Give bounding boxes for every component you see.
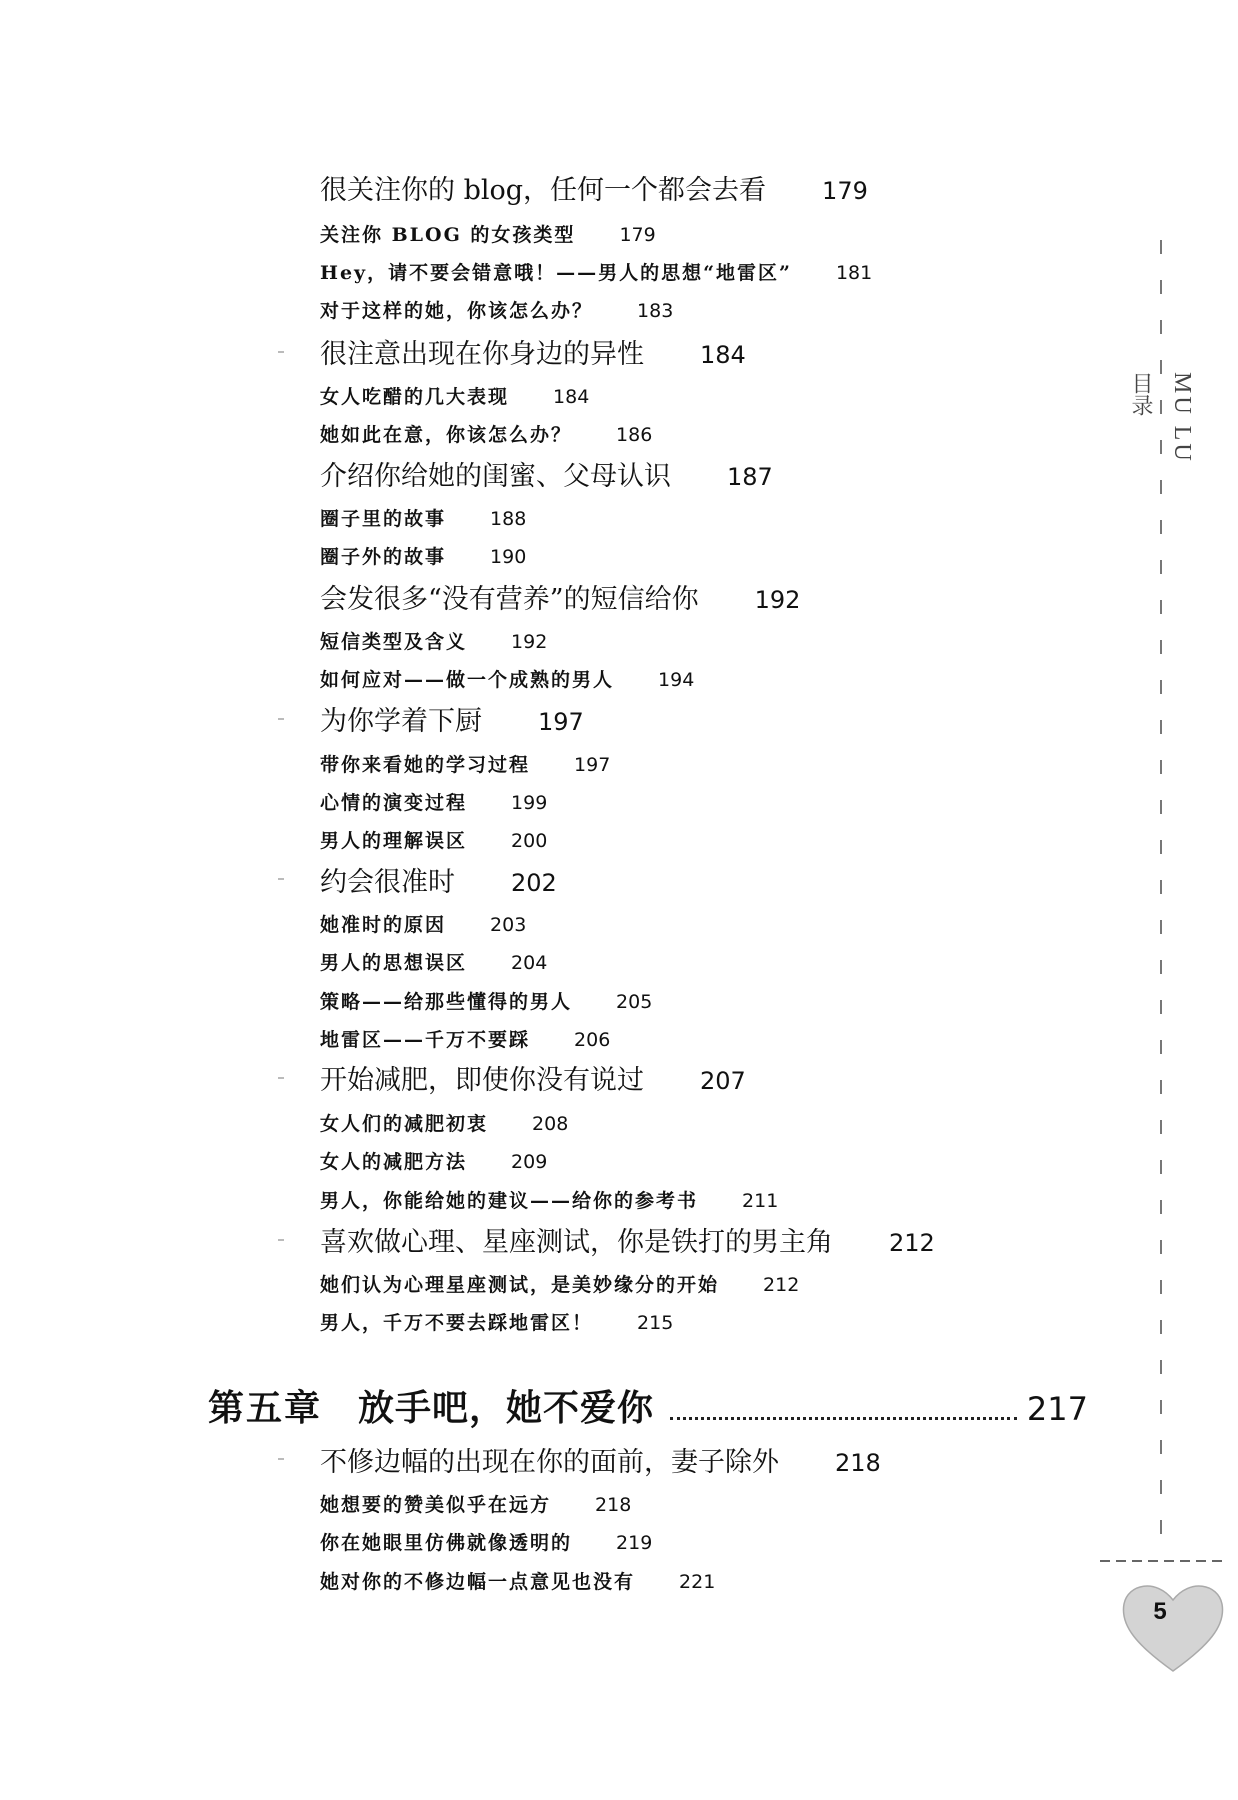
- toc-subsection-entry: [320, 220, 656, 247]
- entry-page-number: 192: [754, 586, 801, 614]
- toc-subsection-entry: [320, 1308, 673, 1335]
- bullet-mark: [278, 1239, 284, 1241]
- entry-page-number: 208: [532, 1113, 569, 1135]
- toc-section-entry: [320, 699, 584, 738]
- entry-title: 男人的理解误区: [320, 830, 468, 852]
- entry-page-number: 200: [511, 830, 548, 852]
- entry-page-number: 221: [679, 1571, 716, 1593]
- chapter-heading: [208, 1380, 1088, 1436]
- entry-page-number: 218: [595, 1494, 632, 1516]
- margin-dashed-rule: [1160, 240, 1162, 1560]
- dot-leader: [670, 1417, 1017, 1420]
- entry-title: 短信类型及含义: [320, 631, 468, 653]
- entry-page-number: 215: [637, 1312, 674, 1334]
- toc-subsection-entry: [320, 420, 652, 447]
- bullet-mark: [278, 1077, 284, 1079]
- entry-page-number: 183: [637, 300, 674, 322]
- entry-page-number: 188: [490, 508, 527, 530]
- entry-title: 很注意出现在你身边的异性: [320, 339, 644, 370]
- toc-section-entry: [320, 332, 746, 371]
- entry-title: 介绍你给她的闺蜜、父母认识: [320, 461, 671, 492]
- bullet-mark: [278, 718, 284, 720]
- entry-title: 地雷区——千万不要踩: [320, 1029, 531, 1051]
- side-label-cn: 目录: [1128, 372, 1153, 416]
- chapter-page-number: 217: [1026, 1390, 1088, 1428]
- entry-title: 她们认为心理星座测试，是美妙缘分的开始: [320, 1274, 720, 1296]
- entry-page-number: 203: [490, 914, 527, 936]
- toc-section-entry: [320, 860, 557, 899]
- toc-subsection-entry: [320, 542, 526, 569]
- entry-title: 不修边幅的出现在你的面前，妻子除外: [320, 1447, 779, 1478]
- entry-page-number: 219: [616, 1532, 653, 1554]
- entry-title: 你在她眼里仿佛就像透明的: [320, 1532, 573, 1554]
- entry-page-number: 209: [511, 1151, 548, 1173]
- entry-page-number: 207: [700, 1067, 746, 1095]
- entry-page-number: 192: [511, 631, 548, 653]
- entry-title: 她如此在意，你该怎么办？: [320, 424, 573, 446]
- entry-title: 心情的演变过程: [320, 792, 468, 814]
- footer-dashed-rule: [1100, 1560, 1228, 1562]
- entry-title: 很关注你的 blog，任何一个都会去看: [320, 175, 767, 206]
- entry-page-number: 202: [511, 869, 557, 897]
- toc-subsection-entry: [320, 1528, 652, 1555]
- bullet-mark: [278, 1458, 284, 1460]
- bullet-mark: [278, 878, 284, 880]
- toc-section-entry: [320, 168, 868, 207]
- toc-subsection-entry: [320, 1270, 799, 1297]
- toc-subsection-entry: [320, 382, 589, 409]
- entry-title: 女人吃醋的几大表现: [320, 386, 510, 408]
- toc-subsection-entry: [320, 665, 694, 692]
- entry-title: 会发很多“没有营养”的短信给你: [320, 584, 699, 615]
- entry-title: 她想要的赞美似乎在远方: [320, 1494, 552, 1516]
- chapter-number: 第五章: [208, 1387, 323, 1429]
- entry-title: 对于这样的她，你该怎么办？: [320, 300, 594, 322]
- toc-subsection-entry: [320, 1567, 715, 1594]
- side-label-en: MU LU: [1169, 372, 1195, 464]
- entry-title: 关注你 BLOG 的女孩类型: [320, 224, 576, 246]
- entry-page-number: 218: [835, 1449, 881, 1477]
- entry-title: 为你学着下厨: [320, 706, 482, 737]
- entry-page-number: 186: [616, 424, 653, 446]
- chapter-title: 放手吧，她不爱你: [358, 1387, 655, 1429]
- entry-page-number: 197: [538, 708, 584, 736]
- toc-subsection-entry: [320, 948, 547, 975]
- toc-subsection-entry: [320, 1147, 547, 1174]
- entry-page-number: 187: [727, 463, 773, 491]
- entry-title: 圈子外的故事: [320, 546, 447, 568]
- entry-page-number: 197: [574, 754, 611, 776]
- toc-subsection-entry: [320, 826, 547, 853]
- entry-title: 喜欢做心理、星座测试，你是铁打的男主角: [320, 1227, 833, 1258]
- entry-title: 策略——给那些懂得的男人: [320, 991, 573, 1013]
- entry-page-number: 199: [511, 792, 548, 814]
- entry-title: 女人的减肥方法: [320, 1151, 468, 1173]
- page-number: 5: [1153, 1598, 1167, 1625]
- toc-subsection-entry: [320, 1490, 631, 1517]
- entry-title: 她准时的原因: [320, 914, 447, 936]
- entry-title: 带你来看她的学习过程: [320, 754, 531, 776]
- heart-icon: [1118, 1576, 1228, 1676]
- entry-page-number: 211: [742, 1190, 779, 1212]
- entry-page-number: 190: [490, 546, 527, 568]
- entry-title: 开始减肥，即使你没有说过: [320, 1065, 644, 1096]
- entry-page-number: 212: [889, 1229, 935, 1257]
- entry-title: 如何应对——做一个成熟的男人: [320, 669, 615, 691]
- toc-section-entry: [320, 1440, 881, 1479]
- bullet-mark: [278, 351, 284, 353]
- entry-page-number: 184: [553, 386, 590, 408]
- toc-subsection-entry: [320, 504, 526, 531]
- toc-section-entry: [320, 1220, 935, 1259]
- toc-subsection-entry: [320, 750, 610, 777]
- toc-subsection-entry: [320, 1186, 778, 1213]
- entry-page-number: 179: [822, 177, 868, 205]
- toc-section-entry: [320, 454, 773, 493]
- toc-section-entry: [320, 1058, 746, 1097]
- toc-subsection-entry: [320, 1109, 568, 1136]
- entry-title: 圈子里的故事: [320, 508, 447, 530]
- toc-subsection-entry: [320, 788, 547, 815]
- toc-subsection-entry: [320, 258, 872, 285]
- toc-subsection-entry: [320, 296, 673, 323]
- toc-subsection-entry: [320, 627, 547, 654]
- entry-title: Hey，请不要会错意哦！——男人的思想“地雷区”: [320, 262, 792, 284]
- entry-title: 女人们的减肥初衷: [320, 1113, 489, 1135]
- entry-title: 她对你的不修边幅一点意见也没有: [320, 1571, 636, 1593]
- entry-page-number: 179: [619, 224, 656, 246]
- toc-subsection-entry: [320, 910, 526, 937]
- entry-title: 男人，你能给她的建议——给你的参考书: [320, 1190, 699, 1212]
- entry-page-number: 194: [658, 669, 695, 691]
- toc-section-entry: [320, 577, 800, 616]
- entry-title: 男人的思想误区: [320, 952, 468, 974]
- toc-subsection-entry: [320, 987, 652, 1014]
- entry-page-number: 212: [763, 1274, 800, 1296]
- entry-page-number: 204: [511, 952, 548, 974]
- entry-page-number: 205: [616, 991, 653, 1013]
- toc-subsection-entry: [320, 1025, 610, 1052]
- entry-title: 男人，千万不要去踩地雷区！: [320, 1312, 594, 1334]
- entry-page-number: 181: [835, 262, 873, 284]
- entry-page-number: 184: [700, 341, 746, 369]
- entry-page-number: 206: [574, 1029, 611, 1051]
- entry-title: 约会很准时: [320, 867, 455, 898]
